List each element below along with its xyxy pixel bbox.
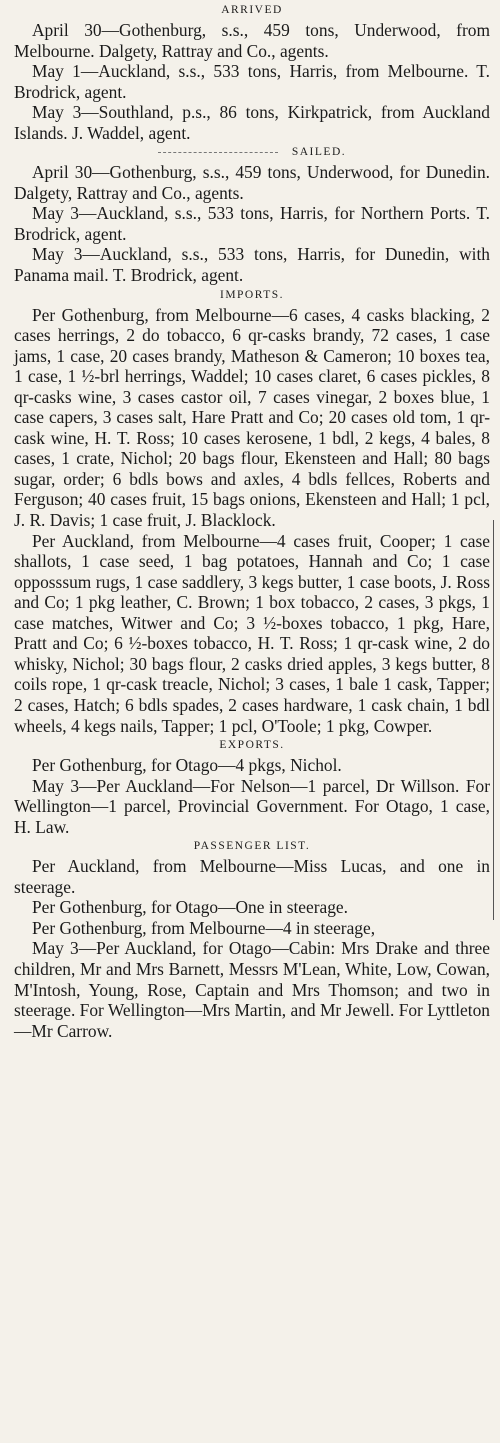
sailed-entry: May 3—Auckland, s.s., 533 tons, Harris, for Northern Ports. T. Brodrick, agent. <box>14 203 490 244</box>
sailed-entry: May 3—Auckland, s.s., 533 tons, Harris, for Dunedin, with Panama mail. T. Brodrick, agent. <box>14 244 490 286</box>
heading-passenger-list: PASSENGER LIST. <box>193 840 311 853</box>
arrived-entry: April 30—Gothenburg, s.s., 459 tons, Underwood, from Melbourne. Dalgety, Rattray and Co., agents. <box>14 20 490 61</box>
column-rule <box>493 520 494 920</box>
passenger-entry: May 3—Per Auckland, for Otago—Cabin: Mrs Drake and three children, Mr and Mrs Barnett, Messrs M'Lean, White, Low, Cowan, M'Intosh, Young, Rose, Captain and Mrs Thomson; and two in steerage. For Wellington—Mrs Martin, and Mr Jewell. For Lyttleton—Mr Carrow. <box>14 938 490 1041</box>
arrived-entry: May 3—Southland, p.s., 86 tons, Kirkpatrick, from Auckland Islands. J. Waddel, agent. <box>14 102 490 143</box>
exports-entry: May 3—Per Auckland—For Nelson—1 parcel, Dr Willson. For Wellington—1 parcel, Provincial Government. For Otago, 1 case, H. Law. <box>14 775 490 837</box>
heading-imports: IMPORTS. <box>219 288 285 301</box>
passenger-entry: Per Gothenburg, from Melbourne—4 in steerage, <box>32 917 376 938</box>
heading-arrived: ARRIVED <box>221 4 283 16</box>
passenger-entry: Per Auckland, from Melbourne—Miss Lucas, and one in steerage. <box>14 856 490 897</box>
heading-sailed: SAILED. <box>14 143 490 162</box>
sailed-entry: April 30—Gothenburg, s.s., 459 tons, Underwood, for Dunedin. Dalgety, Rattray and Co., agents. <box>14 162 490 203</box>
passenger-entry: Per Gothenburg, for Otago—One in steerage. <box>32 897 349 918</box>
arrived-entry: May 1—Auckland, s.s., 533 tons, Harris, from Melbourne. T. Brodrick, agent. <box>14 61 490 102</box>
exports-entry: Per Gothenburg, for Otago—4 pkgs, Nichol. <box>32 755 342 776</box>
imports-entry: Per Auckland, from Melbourne—4 cases fruit, Cooper; 1 case shallots, 1 case seed, 1 bag potatoes, Hannah and Co; 1 case opposssum rugs, 1 case saddlery, 3 kegs butter, 1 case boots, J. Ross and Co; 1 pkg leather, C. Brown; 1 box tobacco, 2 cases, 3 pkgs, 1 case matches, Witwer and Co; 3 ½-boxes tobacco, 1 pkg, Hare, Pratt and Co; 6 ½-boxes tobacco, H. T. Ross; 1 qr-cask wine, 2 do whisky, Nichol; 30 bags flour, 2 casks dried apples, 3 kegs butter, 8 coils rope, 1 qr-cask treacle, Nichol; 3 cases, 1 bale 1 cask, Tapper; 2 cases, Hatch; 6 bdls spades, 2 cases hardware, 1 cask chain, 1 bdl wheels, 4 kegs nails, Tapper; 1 pcl, O'Toole; 1 pkg, Cowper. <box>14 530 490 736</box>
imports-entry: Per Gothenburg, from Melbourne—6 cases, 4 casks blacking, 2 cases herrings, 2 do tobacco, 6 qr-casks brandy, 72 cases, 1 case jams, 1 case, 20 cases brandy, Matheson & Cameron; 10 boxes tea, 1 case, 1 ½-brl herrings, Waddel; 10 cases claret, 6 cases pickles, 8 qr-casks wine, 3 cases castor oil, 7 cases vinegar, 2 boxes blue, 1 case capers, 3 cases salt, Hare Pratt and Co; 20 cases old tom, 1 qr-cask wine, H. T. Ross; 10 cases kerosene, 1 bdl, 2 kegs, 4 bales, 8 cases, 1 crate, Nichol; 20 bags flour, Ekensteen and Hall; 80 bags sugar, order; 6 bdls bows and axles, 4 bdls fellces, Roberts and Ferguson; 40 cases fruit, 15 bags onions, Ekensteen and Hall; 1 pcl, J. R. Davis; 1 case fruit, J. Blacklock. <box>14 304 490 531</box>
heading-exports: EXPORTS. <box>219 739 285 752</box>
